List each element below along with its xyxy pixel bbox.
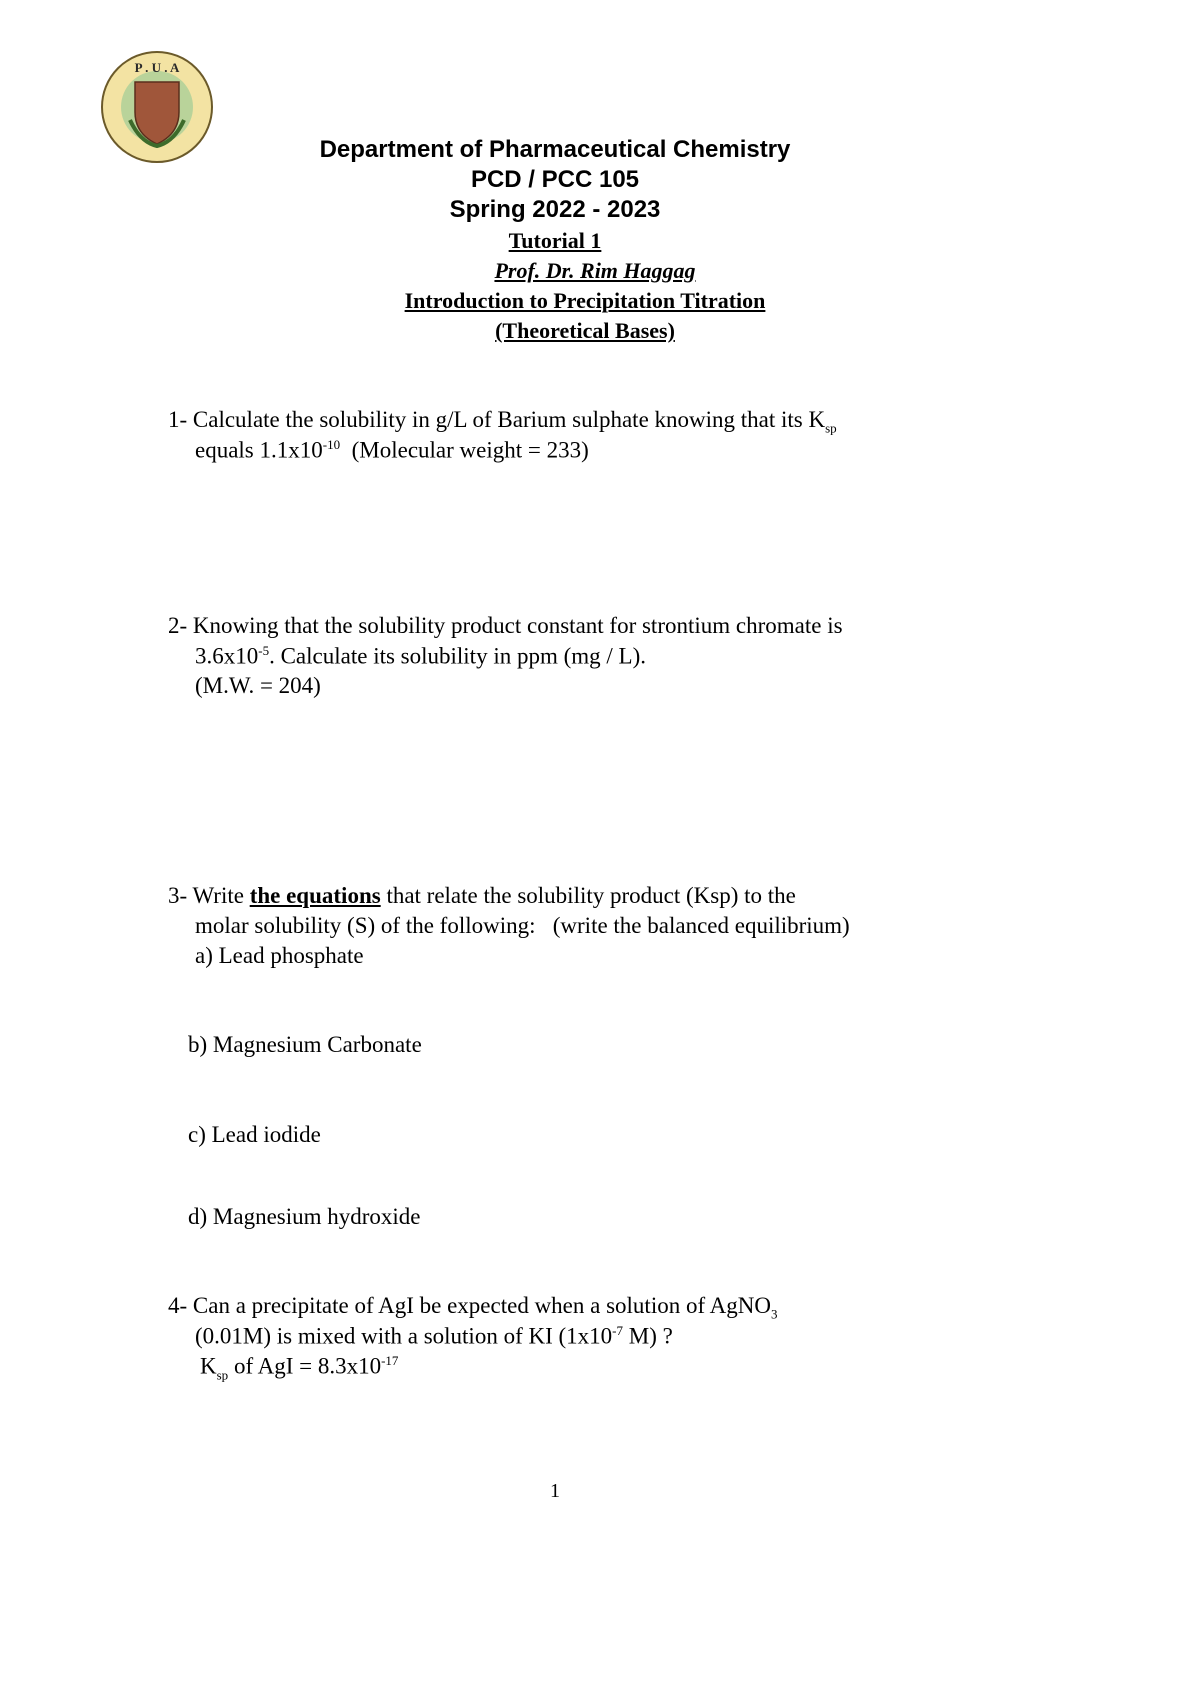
subtopic: (Theoretical Bases) bbox=[495, 318, 675, 343]
q3-end: that relate the solubility product (Ksp) to the bbox=[380, 883, 796, 908]
question-2-line2 bbox=[195, 643, 646, 670]
question-2: 2- Knowing that the solubility product constant for strontium chromate is bbox=[168, 613, 843, 638]
q4-line1: 4- Can a precipitate of AgI be expected when a solution of AgNO bbox=[168, 1293, 771, 1318]
question-3-b: b) Magnesium Carbonate bbox=[188, 1032, 422, 1057]
q1-mw: (Molecular weight = 233) bbox=[340, 437, 589, 463]
question-4-line3 bbox=[200, 1353, 398, 1383]
q2-exponent: -5 bbox=[258, 643, 270, 658]
q4-line2: (0.01M) is mixed with a solution of KI (1x10 bbox=[195, 1323, 613, 1349]
question-1-line2 bbox=[195, 437, 589, 464]
q1-exponent: -10 bbox=[322, 437, 341, 452]
q1-value: equals 1.1x10 bbox=[195, 437, 323, 463]
q3-start: 3- Write bbox=[168, 883, 250, 908]
topic: Introduction to Precipitation Titration bbox=[404, 288, 766, 313]
svg-text:P . U . A: P . U . A bbox=[134, 60, 180, 75]
ksp-subscript-2: sp bbox=[216, 1367, 229, 1383]
ksp-subscript: sp bbox=[825, 420, 837, 436]
q3-emphasis: the equations bbox=[249, 883, 381, 908]
question-4-line2 bbox=[195, 1323, 673, 1350]
question-4 bbox=[168, 1293, 777, 1323]
course-code: PCD / PCC 105 bbox=[470, 166, 640, 193]
professor: Prof. Dr. Rim Haggag bbox=[494, 258, 696, 283]
no3-subscript: 3 bbox=[770, 1306, 778, 1322]
q4-line2-end: M) ? bbox=[623, 1323, 673, 1349]
question-3-a: a) Lead phosphate bbox=[195, 943, 364, 968]
question-2-line3: (M.W. = 204) bbox=[195, 673, 321, 698]
tutorial-title: Tutorial 1 bbox=[508, 228, 602, 253]
question-1 bbox=[168, 407, 837, 437]
q4-exponent: -7 bbox=[612, 1323, 623, 1338]
q4-ksp-exponent: -17 bbox=[381, 1353, 399, 1368]
question-3-c: c) Lead iodide bbox=[188, 1122, 321, 1147]
department-title: Department of Pharmaceutical Chemistry bbox=[319, 136, 791, 163]
q1-line1: 1- Calculate the solubility in g/L of Barium sulphate knowing that its K bbox=[168, 407, 826, 432]
term: Spring 2022 - 2023 bbox=[449, 196, 661, 223]
k-letter: K bbox=[200, 1353, 217, 1379]
question-3 bbox=[168, 883, 796, 909]
question-3-line2: molar solubility (S) of the following: (write the balanced equilibrium) bbox=[195, 913, 850, 938]
q4-ksp: of AgI = 8.3x10 bbox=[228, 1353, 382, 1379]
q2-value: 3.6x10 bbox=[195, 643, 259, 669]
question-3-d: d) Magnesium hydroxide bbox=[188, 1204, 421, 1229]
page-number: 1 bbox=[550, 1480, 560, 1502]
q2-text: . Calculate its solubility in ppm (mg / L). bbox=[269, 643, 646, 669]
